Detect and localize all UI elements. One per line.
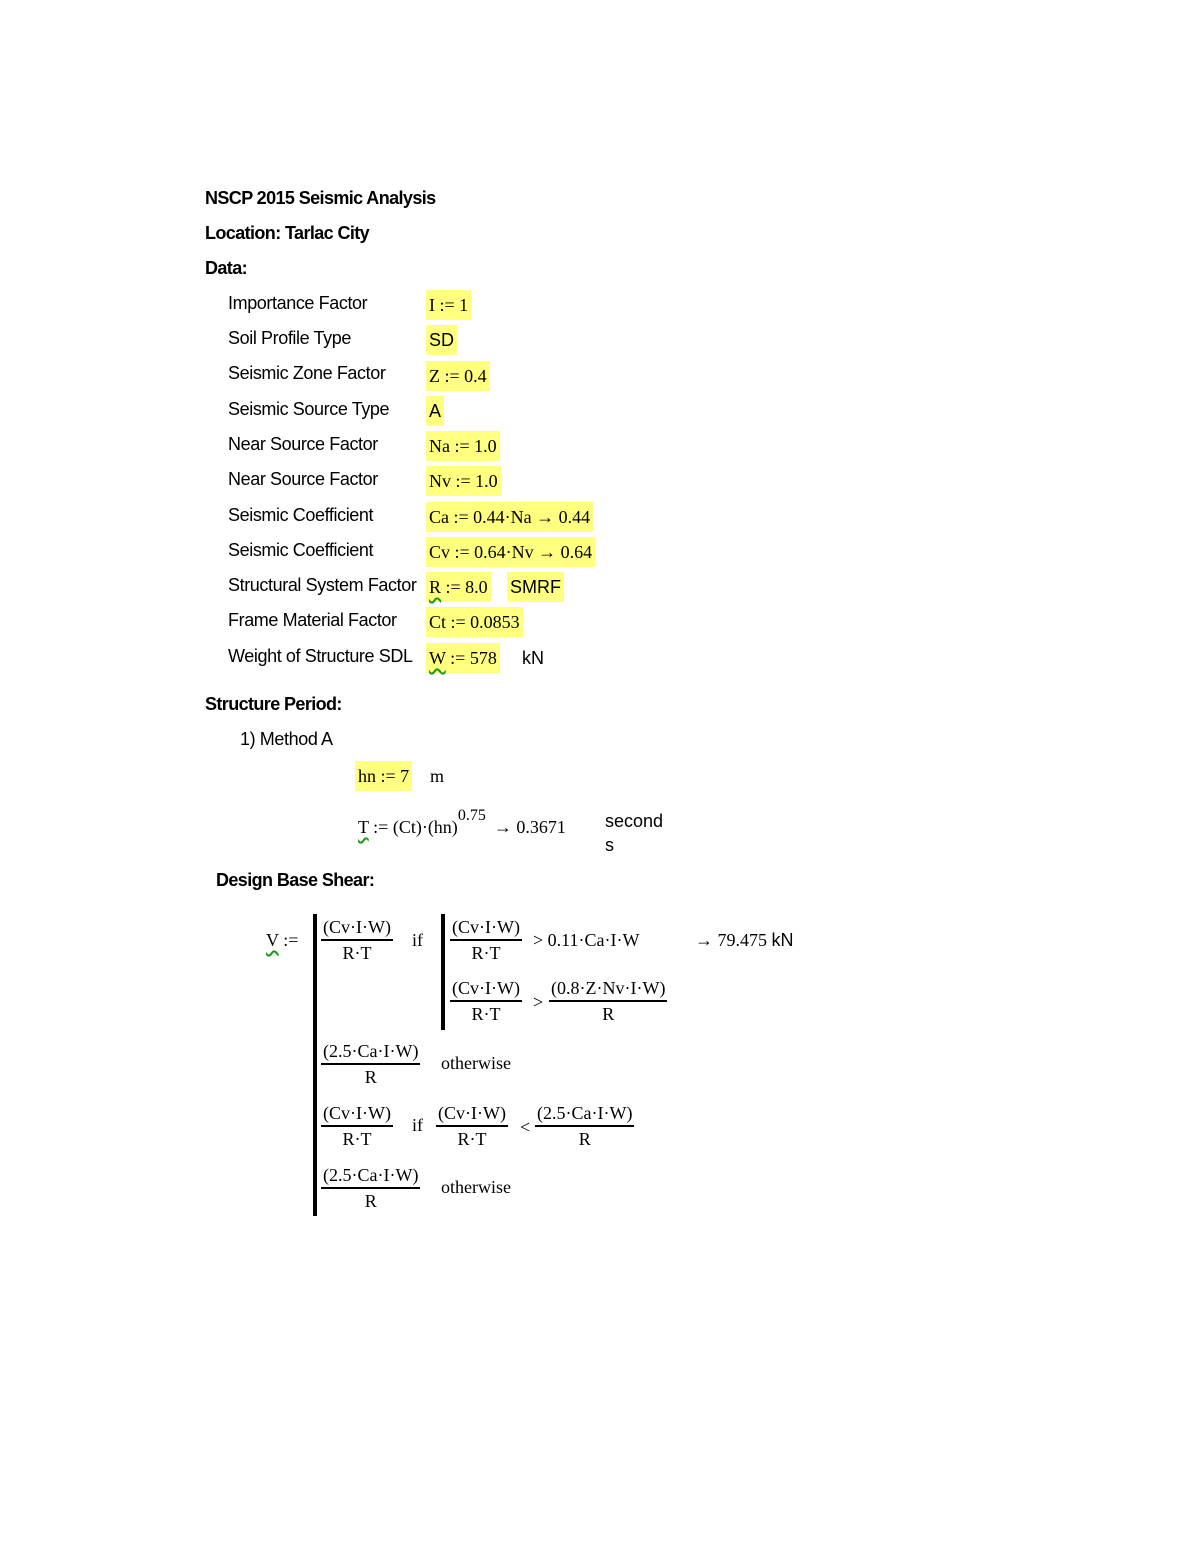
expr-period-t[interactable] [358,807,566,838]
unit-kn-weight: kN [522,648,544,668]
v-variable: V [266,930,279,950]
cond2-gt: > [533,992,544,1012]
denominator: R·T [342,943,372,963]
v-assignment[interactable] [266,930,298,951]
kw-otherwise-1: otherwise [441,1053,511,1073]
cond3-lhs-fraction [436,1102,508,1151]
expr-importance-factor[interactable]: I := 1 [426,290,471,320]
unit-seconds-line2: s [605,835,614,855]
data-heading: Data: [205,258,248,278]
kw-if-1: if [412,930,423,950]
r-assignment: := 8.0 [441,577,488,597]
expr-seismic-source-type[interactable]: A [426,396,444,426]
denominator: R·T [471,943,501,963]
numerator: (Cv·I·W) [321,916,393,941]
v-assign-op: := [278,930,299,950]
cond3-lt: < [520,1117,531,1137]
label-seismic-source-type: Seismic Source Type [228,399,390,419]
cond2-rhs-fraction [549,977,667,1026]
t-exponent: 0.75 [457,807,486,824]
t-variable: T [358,817,369,837]
t-formula: := (Ct)·(hn) [368,817,458,837]
expr-seismic-zone-factor[interactable]: Z := 0.4 [426,361,490,391]
label-frame-material-factor: Frame Material Factor [228,610,397,630]
cond1-rhs: > 0.11·Ca·I·W [533,930,640,950]
label-structural-system-factor: Structural System Factor [228,575,417,595]
denominator: R·T [342,1129,372,1149]
numerator: (2.5·Ca·I·W) [321,1040,420,1065]
label-seismic-zone-factor: Seismic Zone Factor [228,363,386,383]
denominator: R [364,1067,377,1087]
denominator: R [578,1129,591,1149]
label-near-source-factor-na: Near Source Factor [228,434,378,454]
cond3-rhs-fraction [535,1102,634,1151]
expr-near-source-factor-nv[interactable]: Nv := 1.0 [426,466,501,496]
numerator: (Cv·I·W) [450,977,522,1002]
w-variable: W [429,648,446,668]
numerator: (2.5·Ca·I·W) [321,1164,420,1189]
unit-seconds-line1: second [605,811,664,831]
branch4-fraction [321,1164,420,1213]
method-a-label: 1) Method A [240,729,333,749]
shear-result [695,930,794,951]
numerator: (Cv·I·W) [321,1102,393,1127]
denominator: R [364,1191,377,1211]
kw-otherwise-2: otherwise [441,1177,511,1197]
result-value: → 79.475 [695,930,767,950]
label-soil-profile-type: Soil Profile Type [228,328,351,348]
branch1-fraction [321,916,393,965]
branch3-fraction [321,1102,393,1151]
expr-frame-material-factor[interactable]: Ct := 0.0853 [426,607,523,637]
page-title: NSCP 2015 Seismic Analysis [205,188,436,208]
branch2-fraction [321,1040,420,1089]
cond2-lhs-fraction [450,977,522,1026]
label-near-source-factor-nv: Near Source Factor [228,469,378,489]
structure-period-heading: Structure Period: [205,694,342,714]
denominator: R·T [471,1004,501,1024]
expr-seismic-coefficient-ca[interactable]: Ca := 0.44·Na → 0.44 [426,502,593,532]
numerator: (0.8·Z·Nv·I·W) [549,977,667,1002]
label-seismic-coefficient-ca: Seismic Coefficient [228,505,374,525]
kw-if-2: if [412,1115,423,1135]
label-seismic-coefficient-cv: Seismic Coefficient [228,540,374,560]
unit-m: m [430,766,445,786]
expr-weight-of-structure[interactable] [426,643,500,673]
cond1-fraction [450,916,522,965]
w-assignment: := 578 [445,648,497,668]
location-heading: Location: Tarlac City [205,223,370,243]
t-result: → 0.3671 [493,817,566,837]
denominator: R [602,1004,615,1024]
label-weight-of-structure: Weight of Structure SDL [228,646,413,666]
expr-near-source-factor-na[interactable]: Na := 1.0 [426,431,500,461]
expr-soil-profile-type[interactable]: SD [426,325,457,355]
expr-structural-system-factor[interactable] [426,572,491,602]
numerator: (Cv·I·W) [436,1102,508,1127]
expr-seismic-coefficient-cv[interactable]: Cv := 0.64·Nv → 0.64 [426,537,595,567]
outer-program-bar [313,914,317,1216]
r-variable: R [429,577,442,597]
inner-condition-bar [441,914,445,1030]
result-unit: kN [771,930,794,950]
denominator: R·T [457,1129,487,1149]
design-base-shear-heading: Design Base Shear: [216,870,375,890]
numerator: (Cv·I·W) [450,916,522,941]
numerator: (2.5·Ca·I·W) [535,1102,634,1127]
expr-hn[interactable]: hn := 7 [355,761,412,791]
label-importance-factor: Importance Factor [228,293,368,313]
note-smrf[interactable]: SMRF [507,572,564,602]
